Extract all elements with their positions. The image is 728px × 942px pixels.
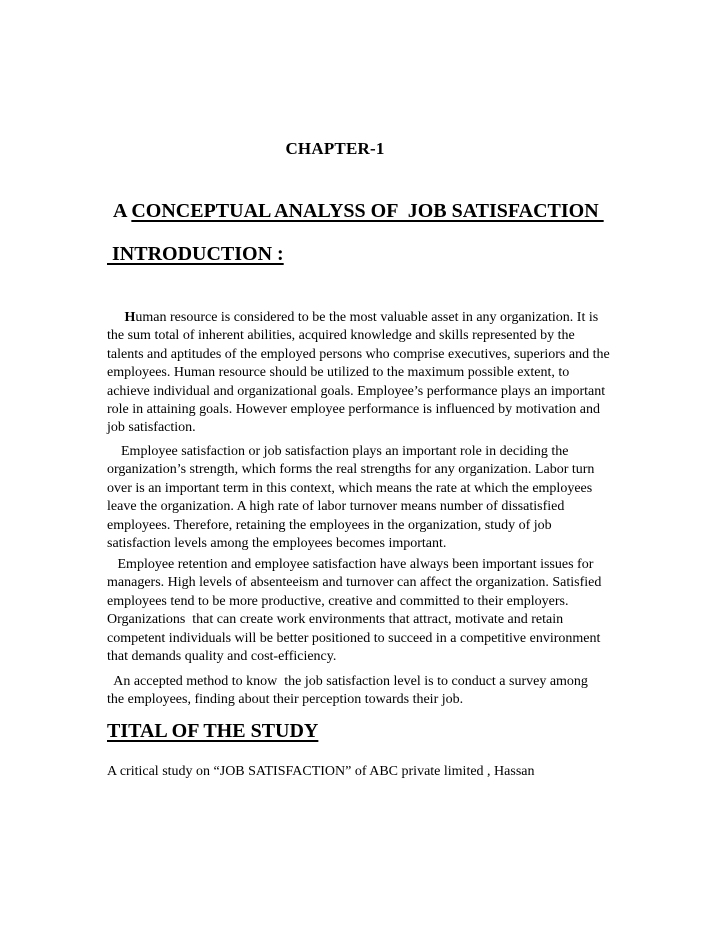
paragraph-line: managers. High levels of absenteeism and turnover can affect the organization. Satisfied <box>107 575 602 591</box>
paragraph-line: leave the organization. A high rate of labor turnover means number of dissatisfied <box>107 499 565 515</box>
paragraph-line: that demands quality and cost-efficiency. <box>107 649 337 665</box>
paragraph-line: talents and aptitudes of the employed persons who comprise executives, superiors and the <box>107 346 610 362</box>
chapter-text: CHAPTER-1 <box>285 139 385 158</box>
title-prefix: A <box>113 200 132 222</box>
paragraph-line: the employees, finding about their perception towards their job. <box>107 692 464 708</box>
paragraph-line: employees. Human resource should be utilized to the maximum possible extent, to <box>107 365 570 381</box>
paragraph-line: over is an important term in this context, which means the rate at which the employees <box>107 480 593 496</box>
paragraph-line: Employee satisfaction or job satisfaction plays an important role in deciding the <box>107 444 569 459</box>
paragraph-line: job satisfaction. <box>107 420 196 436</box>
study-title-heading: TITAL OF THE STUDY <box>107 720 319 742</box>
paragraph-line: satisfaction levels among the employees becomes important. <box>107 536 447 552</box>
paragraph-line: Employee retention and employee satisfaction have always been important issues for <box>107 557 594 572</box>
paragraph-line: employees tend to be more productive, creative and committed to their employers. <box>107 593 569 609</box>
paragraph-line: An accepted method to know the job satisfaction level is to conduct a survey among <box>107 674 588 689</box>
paragraph-line: competent individuals will be better positioned to succeed in a competitive environment <box>107 630 601 646</box>
introduction-heading: INTRODUCTION : <box>107 243 284 265</box>
paragraph-1 <box>107 309 627 438</box>
study-title-text: A critical study on “JOB SATISFACTION” of ABC private limited , Hassan <box>107 764 535 779</box>
first-letter: H <box>124 310 136 325</box>
paragraph-3 <box>107 556 627 666</box>
title-underlined: CONCEPTUAL ANALYSS OF JOB SATISFACTION <box>131 200 604 222</box>
paragraph-2 <box>107 443 627 553</box>
paragraph-line: Human resource is considered to be the most valuable asset in any organization. It is <box>124 310 599 325</box>
paragraph-line: employees. Therefore, retaining the employees in the organization, study of job <box>107 517 552 533</box>
paragraph-line: the sum total of inherent abilities, acquired knowledge and skills represented by the <box>107 328 575 344</box>
paragraph-4 <box>107 673 627 710</box>
paragraph-line: role in attaining goals. However employee performance is influenced by motivation and <box>107 402 600 418</box>
chapter-label <box>0 139 728 159</box>
paragraph-line: Organizations that can create work environments that attract, motivate and retain <box>107 612 564 628</box>
document-title <box>113 200 604 223</box>
paragraph-line: organization’s strength, which forms the real strengths for any organization. Labor turn <box>107 462 595 478</box>
paragraph-line: achieve individual and organizational goals. Employee’s performance plays an important <box>107 383 606 399</box>
